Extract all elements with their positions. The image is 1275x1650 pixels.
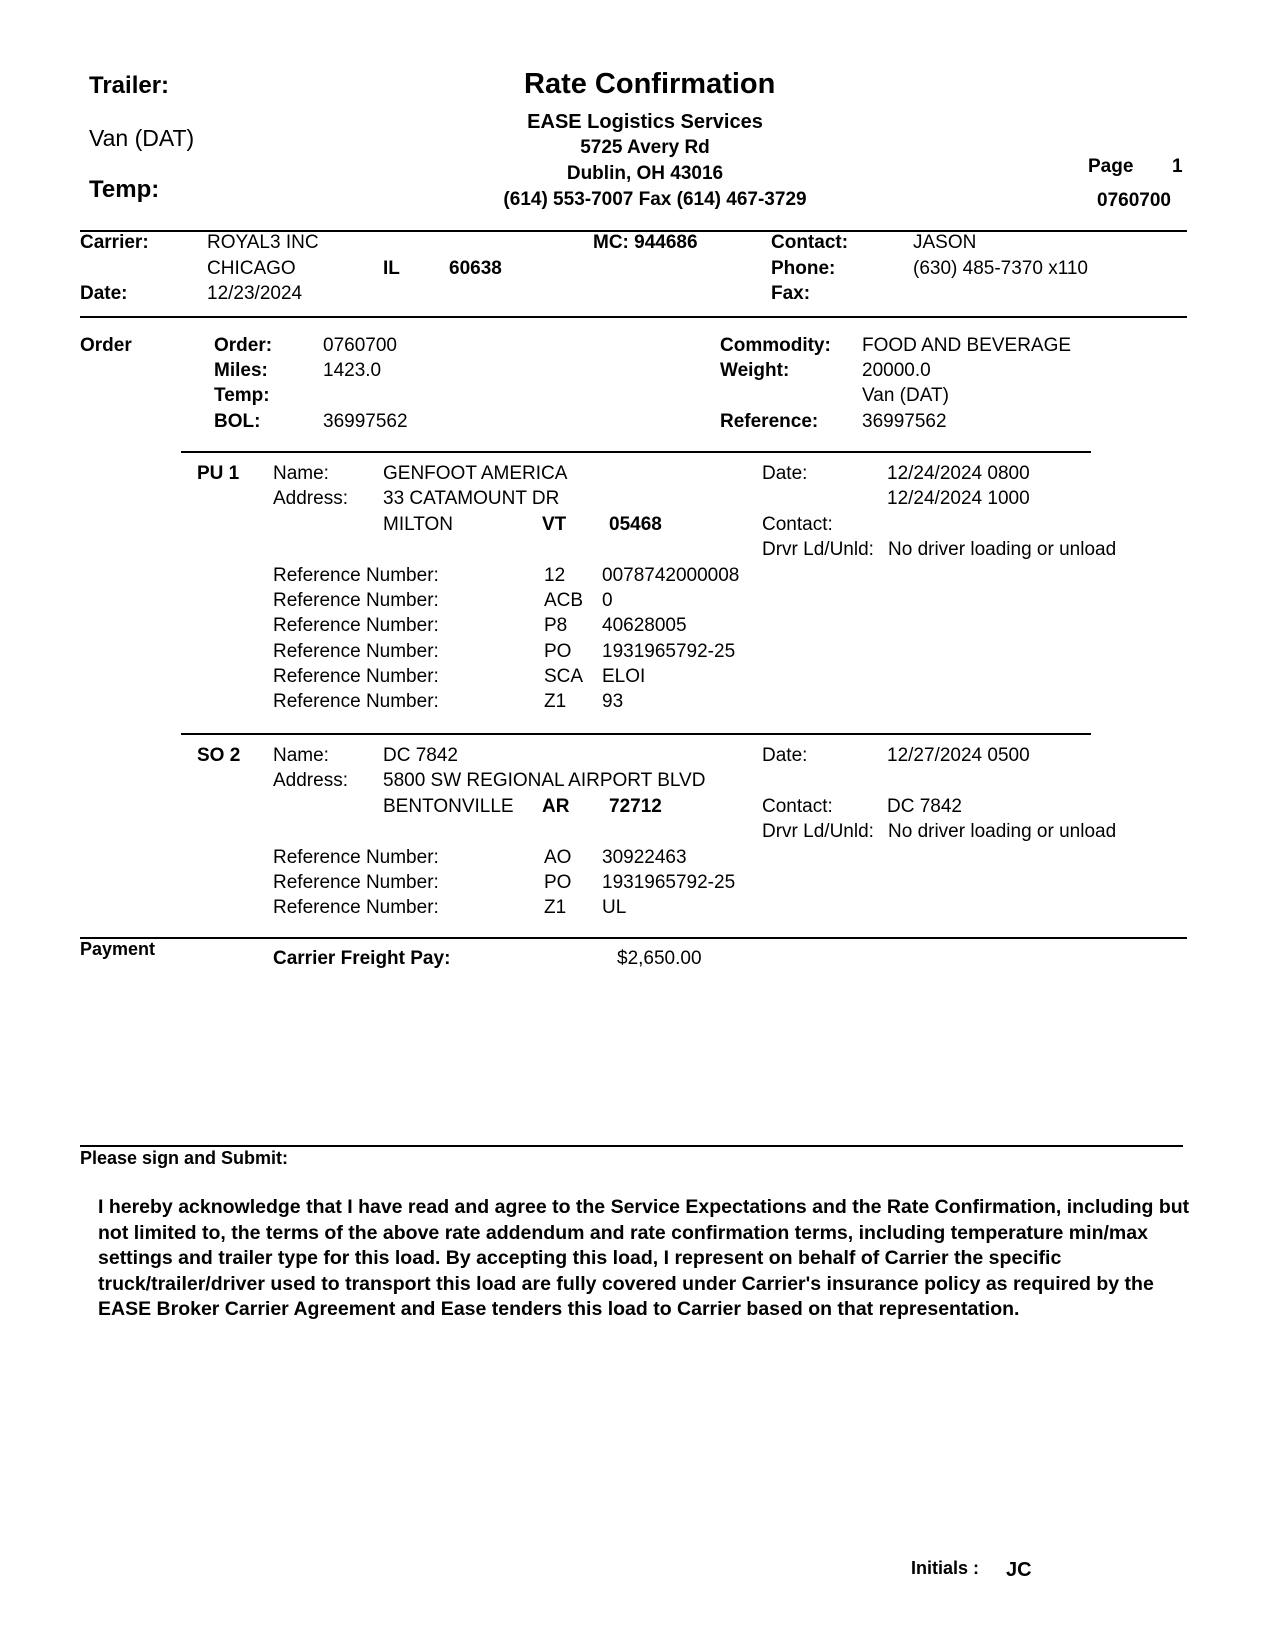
ref-label: Reference Number: <box>273 590 439 611</box>
trailer-label: Trailer: <box>89 72 170 99</box>
equipment-value: Van (DAT) <box>862 385 949 406</box>
miles-value: 1423.0 <box>323 360 382 381</box>
initials-label: Initials : <box>911 1558 980 1578</box>
stop-contact-label: Contact: <box>762 514 833 535</box>
stop-address: 5800 SW REGIONAL AIRPORT BLVD <box>383 770 706 791</box>
company-city: Dublin, OH 43016 <box>566 163 724 184</box>
ref-label: Reference Number: <box>273 666 439 687</box>
ref-value: 30922463 <box>602 847 687 868</box>
bol-label: BOL: <box>214 411 261 432</box>
ref-code: PO <box>544 641 572 662</box>
page-number: 1 <box>1172 156 1183 177</box>
bol-value: 36997562 <box>323 411 408 432</box>
ref-label: Reference Number: <box>273 847 439 868</box>
divider <box>80 316 1187 318</box>
ref-code: Z1 <box>544 897 567 918</box>
phone-label: Phone: <box>771 258 836 279</box>
acknowledgement-text: I hereby acknowledge that I have read and agree to the Service Expectations and the Rate Confirmation, including but not limited to, the terms of the above rate addendum and rate confirmation terms, including temperature min/max settings and trailer type for this load. By accepting this load, I represent on behalf of Carrier the specific truck/trailer/driver used to transport this load are fully covered under Carrier's insurance policy as required by the EASE Broker Carrier Agreement and Ease tenders this load to Carrier based on that representation. <box>98 1196 1190 1320</box>
ref-value: 0078742000008 <box>602 565 740 586</box>
ref-value: ELOI <box>602 666 646 687</box>
stop-date: 12/24/2024 0800 <box>887 463 1030 484</box>
stop-contact-label: Contact: <box>762 796 833 817</box>
order-section-label: Order <box>80 335 132 356</box>
ref-label: Reference Number: <box>273 872 439 893</box>
freight-pay-amount: $2,650.00 <box>617 948 702 969</box>
ref-label: Reference Number: <box>273 691 439 712</box>
stop-date: 12/24/2024 1000 <box>887 488 1030 509</box>
freight-pay-label: Carrier Freight Pay: <box>273 948 451 969</box>
ref-value: 1931965792-25 <box>602 872 736 893</box>
initials-value: JC <box>1006 1559 1032 1581</box>
carrier-name: ROYAL3 INC <box>207 232 319 253</box>
stop-name: GENFOOT AMERICA <box>383 463 568 484</box>
carrier-date-label: Date: <box>80 283 128 304</box>
stop-address: 33 CATAMOUNT DR <box>383 488 560 509</box>
stop-state: VT <box>542 514 567 535</box>
stop-name-label: Name: <box>273 745 329 766</box>
stop-zip: 72712 <box>609 796 662 817</box>
carrier-state: IL <box>383 258 400 279</box>
payment-section-label: Payment <box>80 939 156 959</box>
ref-label: Reference Number: <box>273 641 439 662</box>
ref-value: 40628005 <box>602 615 687 636</box>
stop-city: MILTON <box>383 514 454 535</box>
fax-label: Fax: <box>771 283 811 304</box>
stop-name-label: Name: <box>273 463 329 484</box>
order-temp-label: Temp: <box>214 385 270 406</box>
page-label: Page <box>1088 156 1134 177</box>
company-phones: (614) 553-7007 Fax (614) 467-3729 <box>503 189 807 210</box>
ref-label: Reference Number: <box>273 897 439 918</box>
contact-label: Contact: <box>771 232 849 253</box>
stop-driver-label: Drvr Ld/Unld: <box>762 821 874 842</box>
ref-code: ACB <box>544 590 584 611</box>
commodity-label: Commodity: <box>720 335 831 356</box>
trailer-value: Van (DAT) <box>89 125 195 151</box>
ref-code: 12 <box>544 565 566 586</box>
company-address: 5725 Avery Rd <box>580 137 710 158</box>
carrier-city: CHICAGO <box>207 258 296 279</box>
carrier-date: 12/23/2024 <box>207 283 303 304</box>
carrier-label: Carrier: <box>80 232 149 253</box>
company-name: EASE Logistics Services <box>527 111 763 133</box>
contact-value: JASON <box>913 232 977 253</box>
ref-label: Reference Number: <box>273 565 439 586</box>
order-label: Order: <box>214 335 273 356</box>
ref-code: SCA <box>544 666 584 687</box>
ref-value: 93 <box>602 691 624 712</box>
divider <box>181 451 1091 453</box>
stop-tag: PU 1 <box>197 463 240 484</box>
stop-date-label: Date: <box>762 463 808 484</box>
ref-label: Reference Number: <box>273 615 439 636</box>
reference-value: 36997562 <box>862 411 947 432</box>
document-number: 0760700 <box>1097 190 1171 211</box>
ref-code: Z1 <box>544 691 567 712</box>
stop-contact: DC 7842 <box>887 796 962 817</box>
divider <box>80 937 1187 939</box>
stop-address-label: Address: <box>273 488 348 509</box>
weight-value: 20000.0 <box>862 360 931 381</box>
commodity-value: FOOD AND BEVERAGE <box>862 335 1072 356</box>
sign-heading: Please sign and Submit: <box>80 1148 289 1168</box>
weight-label: Weight: <box>720 360 790 381</box>
ref-value: 1931965792-25 <box>602 641 736 662</box>
temp-label: Temp: <box>89 176 160 203</box>
reference-label: Reference: <box>720 411 819 432</box>
ref-code: PO <box>544 872 572 893</box>
divider <box>80 1145 1183 1147</box>
miles-label: Miles: <box>214 360 268 381</box>
stop-driver-value: No driver loading or unload <box>888 821 1117 842</box>
phone-value: (630) 485-7370 x110 <box>913 258 1088 279</box>
document-title: Rate Confirmation <box>524 68 776 100</box>
stop-state: AR <box>542 796 570 817</box>
carrier-zip: 60638 <box>449 258 502 279</box>
order-value: 0760700 <box>323 335 397 356</box>
stop-address-label: Address: <box>273 770 348 791</box>
carrier-mc: MC: 944686 <box>593 232 698 253</box>
stop-driver-value: No driver loading or unload <box>888 539 1117 560</box>
stop-zip: 05468 <box>609 514 662 535</box>
stop-driver-label: Drvr Ld/Unld: <box>762 539 874 560</box>
stop-city: BENTONVILLE <box>383 796 514 817</box>
stop-date: 12/27/2024 0500 <box>887 745 1030 766</box>
ref-code: AO <box>544 847 572 868</box>
stop-date-label: Date: <box>762 745 808 766</box>
divider <box>181 733 1091 735</box>
stop-tag: SO 2 <box>197 745 241 766</box>
ref-value: 0 <box>602 590 613 611</box>
stop-name: DC 7842 <box>383 745 458 766</box>
ref-value: UL <box>602 897 627 918</box>
ref-code: P8 <box>544 615 568 636</box>
